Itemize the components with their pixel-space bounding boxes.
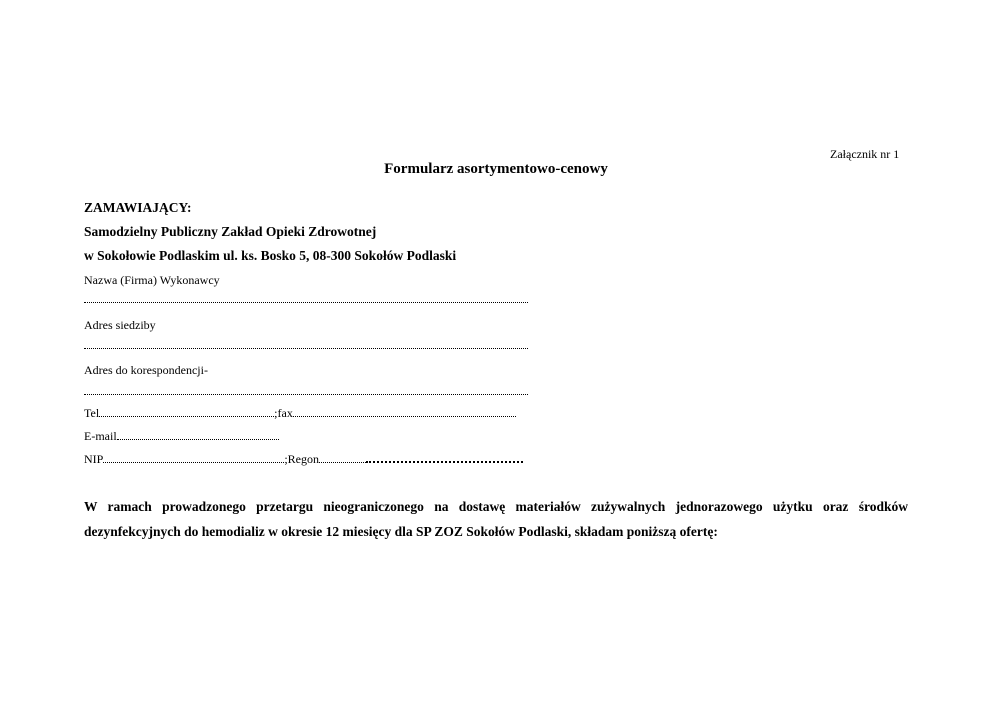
nip-regon-row [84, 452, 523, 467]
nip-label: NIP [84, 452, 104, 466]
fax-label: ;fax [274, 406, 293, 420]
company-name-field[interactable] [84, 302, 528, 303]
offer-paragraph-line-2: dezynfekcyjnych do hemodializ w okresie 12 miesięcy dla SP ZOZ Sokołów Podlaski, składam poniższą ofertę: [84, 524, 718, 539]
nip-field[interactable] [103, 462, 284, 463]
email-field[interactable] [117, 439, 279, 440]
seat-address-field[interactable] [84, 348, 528, 349]
attachment-label: Załącznik nr 1 [830, 147, 900, 161]
regon-label: ;Regon [284, 452, 320, 466]
email-row [84, 429, 279, 444]
zamawiajacy-address: w Sokołowie Podlaskim ul. ks. Bosko 5, 08-300 Sokołów Podlaski [84, 248, 457, 263]
offer-paragraph [84, 494, 908, 544]
email-label: E-mail [84, 429, 117, 443]
correspondence-address-label: Adres do korespondencji- [84, 363, 208, 377]
tel-field[interactable] [99, 416, 274, 417]
tel-label: Tel [84, 406, 100, 420]
offer-paragraph-line-1: W ramach prowadzonego przetargu nieograniczonego na dostawę materiałów zużywalnych jednorazowego użytku oraz środków [84, 499, 908, 514]
zamawiajacy-name: Samodzielny Publiczny Zakład Opieki Zdrowotnej [84, 224, 377, 239]
seat-address-label: Adres siedziby [84, 318, 156, 332]
fax-field[interactable] [293, 416, 516, 417]
zamawiajacy-heading: ZAMAWIAJĄCY: [84, 200, 192, 215]
regon-field[interactable] [319, 462, 366, 463]
company-name-label: Nazwa (Firma) Wykonawcy [84, 273, 220, 287]
tel-fax-row [84, 406, 516, 421]
form-title: Formularz asortymentowo-cenowy [384, 161, 608, 177]
regon-field-bold[interactable] [366, 461, 523, 463]
correspondence-address-field[interactable] [84, 394, 528, 395]
